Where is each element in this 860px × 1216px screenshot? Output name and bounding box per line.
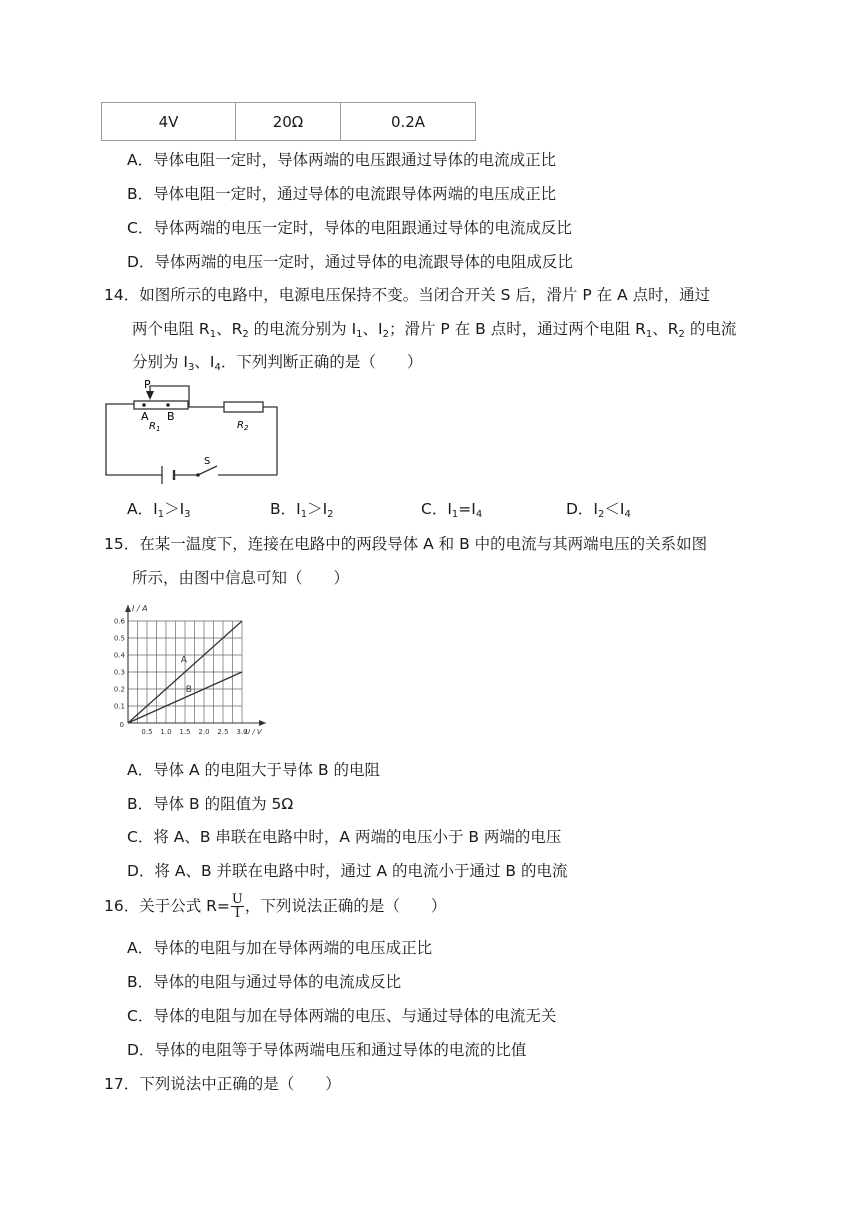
x-tick-label: 2.5 xyxy=(217,728,229,736)
switch-pivot-dot xyxy=(196,473,200,477)
r2-label: $R_2$ xyxy=(237,420,249,432)
x-tick-label: 1.5 xyxy=(179,728,191,736)
q15-option-a: A．导体 A 的电阻大于导体 B 的电阻 xyxy=(127,761,381,779)
q16-option-b: B．导体的电阻与通过导体的电流成反比 xyxy=(127,973,402,991)
q14-stem-line3: 分别为 $I_3$、$I_4$．下列判断正确的是（ ） xyxy=(132,353,423,373)
y-tick-label: 0.1 xyxy=(113,702,125,711)
q14-stem-line1: 14．如图所示的电路中，电源电压保持不变。当闭合开关 S 后，滑片 P 在 A 点时，通过 xyxy=(104,286,711,304)
q15-stem-line2: 所示，由图中信息可知（ ） xyxy=(132,569,350,587)
slider-p-label: P xyxy=(144,378,151,391)
series-label-a: A xyxy=(180,655,187,666)
table-cell: 0.2A xyxy=(341,103,476,141)
table-row xyxy=(102,103,476,141)
y-tick-label: 0.6 xyxy=(113,617,125,626)
q14-option-a: A．$I_1>I_3$ xyxy=(127,500,191,520)
q13-option-b: B．导体电阻一定时，通过导体的电流跟导体两端的电压成正比 xyxy=(127,185,557,203)
q15-option-b: B．导体 B 的阻值为 5Ω xyxy=(127,795,294,813)
series-label-b: B xyxy=(185,684,192,695)
point-a-dot xyxy=(142,403,146,407)
origin-label: 0 xyxy=(119,721,124,729)
y-tick-label: 0.3 xyxy=(113,668,125,677)
slider-arrow-icon xyxy=(146,391,154,400)
r1-label: $R_1$ xyxy=(149,421,161,433)
x-tick-label: 2.0 xyxy=(198,728,210,736)
data-table xyxy=(101,102,476,141)
x-tick-label: 1.0 xyxy=(160,728,172,736)
switch-s-label: S xyxy=(204,456,211,467)
q13-option-c: C．导体两端的电压一定时，导体的电阻跟通过导体的电流成反比 xyxy=(127,219,572,237)
x-axis-arrow-icon xyxy=(259,720,266,726)
x-tick-label: 0.5 xyxy=(141,728,153,736)
fraction-u-over-i: $\frac{U}{I}$ xyxy=(231,892,243,921)
q15-option-c: C．将 A、B 串联在电路中时，A 两端的电压小于 B 两端的电压 xyxy=(127,828,562,846)
y-tick-label: 0.2 xyxy=(113,685,125,694)
graph-axes xyxy=(125,605,266,726)
q16-option-c: C．导体的电阻与加在导体两端的电压、与通过导体的电流无关 xyxy=(127,1007,557,1025)
q16-stem: 16．关于公式 R= $\frac{U}{I}$ ，下列说法正确的是（ ） xyxy=(104,892,447,921)
table-cell: 20Ω xyxy=(236,103,341,141)
x-axis-label: U / V xyxy=(245,728,262,736)
x-tick-label: 3.0 xyxy=(236,728,248,736)
q15-stem-line1: 15．在某一温度下，连接在电路中的两段导体 A 和 B 中的电流与其两端电压的关系如图 xyxy=(104,535,708,553)
q13-option-a: A．导体电阻一定时，导体两端的电压跟通过导体的电流成正比 xyxy=(127,151,557,169)
circuit-diagram xyxy=(100,378,290,486)
y-tick-label: 0.4 xyxy=(113,651,125,660)
q13-option-d: D．导体两端的电压一定时，通过导体的电流跟导体的电阻成反比 xyxy=(127,253,573,271)
q14-stem-line2: 两个电阻 $R_1$、$R_2$ 的电流分别为 $I_1$、$I_2$；滑片 P 在 B 点时，通过两个电阻 $R_1$、$R_2$ 的电流 xyxy=(132,320,737,340)
q14-option-c: C．$I_1=I_4$ xyxy=(421,500,483,520)
y-axis-label: I / A xyxy=(132,604,148,613)
q14-option-b: B．$I_1>I_2$ xyxy=(270,500,334,520)
table-cell: 4V xyxy=(102,103,236,141)
point-a-label: A xyxy=(141,410,149,423)
q17-stem: 17．下列说法中正确的是（ ） xyxy=(104,1075,341,1093)
q14-option-d: D．$I_2<I_4$ xyxy=(566,500,631,520)
y-tick-label: 0.5 xyxy=(113,634,125,643)
q16-option-d: D．导体的电阻等于导体两端电压和通过导体的电流的比值 xyxy=(127,1041,527,1059)
q16-option-a: A．导体的电阻与加在导体两端的电压成正比 xyxy=(127,939,433,957)
q15-option-d: D．将 A、B 并联在电路中时，通过 A 的电流小于通过 B 的电流 xyxy=(127,862,568,880)
point-b-label: B xyxy=(167,410,175,423)
iu-graph xyxy=(106,597,278,742)
point-b-dot xyxy=(166,403,170,407)
y-axis-arrow-icon xyxy=(125,605,131,612)
